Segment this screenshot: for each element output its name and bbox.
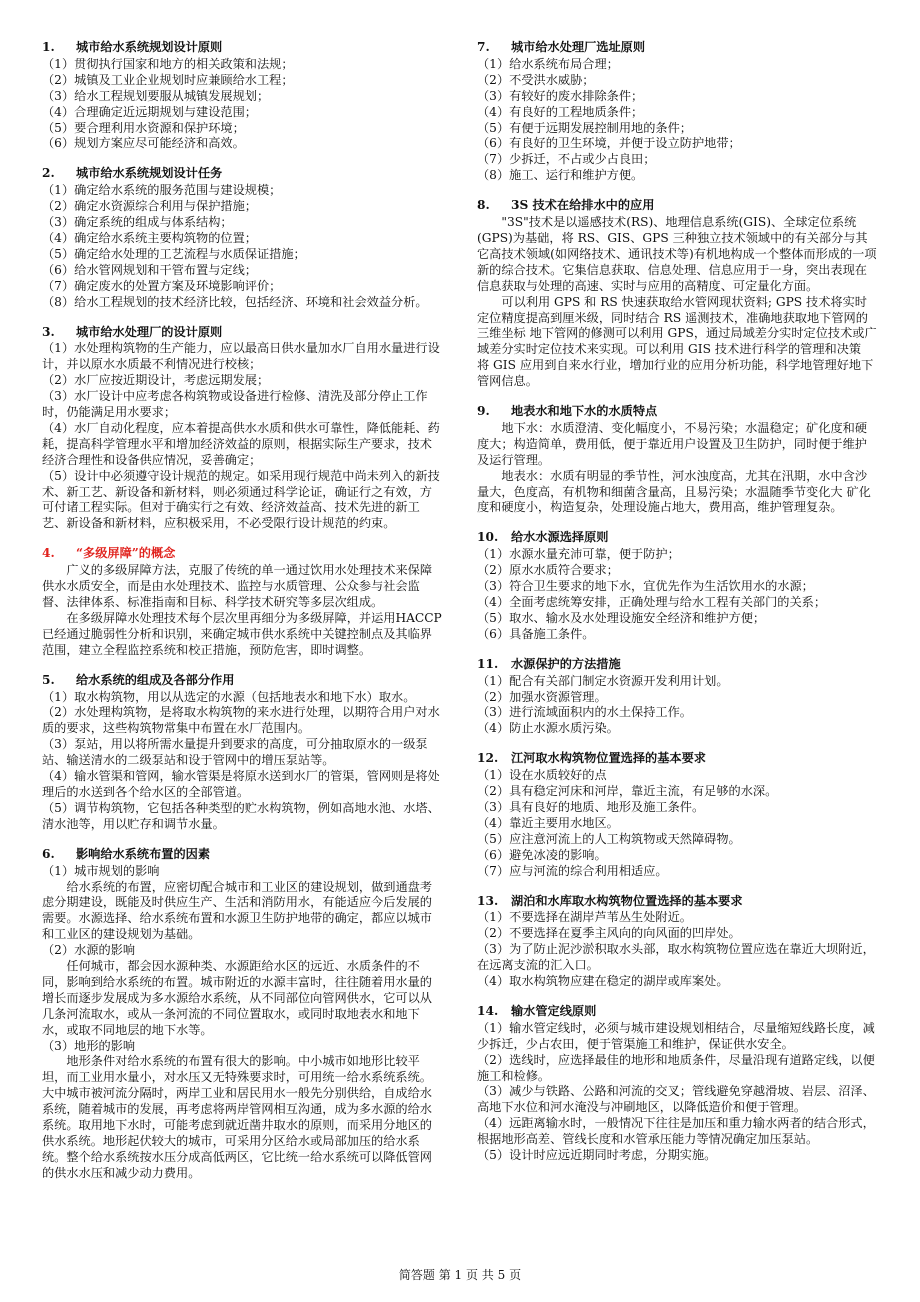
list-item: （4）确定给水系统主要构筑物的位置； (42, 230, 257, 245)
section-number: 3. (42, 324, 55, 339)
section-7 (477, 40, 877, 184)
section-number: 13. (477, 893, 499, 908)
section-10 (477, 530, 877, 642)
paragraph: 在多级屏障水处理技术每个层次里再细分为多级屏障，并运用HACCP已经通过脆弱性分析和识别，来确定城市供水系统中关键控制点及其临界范围，建立全程监控系统和校正措施，预防危害，即时调整。 (42, 610, 442, 657)
section-8 (477, 198, 877, 390)
list-item: （5）设计中必须遵守设计规范的规定。如采用现行规范中尚未列入的新技术、新工艺、新设备和新材料，则必须通过科学论证，确证行之有效，方可付诸工程实际。但对于确实行之有效、经济效益高、技术先进的新工艺、新设备和新材料，应积极采用，不必受限行设计规范的约束。 (42, 468, 440, 531)
paragraph: 给水系统的布置，应密切配合城市和工业区的建设规划，做到通盘考虑分期建设，既能及时供应生产、生活和消防用水，有能适应今后发展的需要。水源选择、给水系统布置和水源卫生防护地带的确定，都应以城市和工业区的建设规划为基础。 (42, 879, 433, 942)
section-number: 5. (42, 672, 55, 687)
section-heading (477, 198, 877, 214)
section-title: 给水系统的组成及各部分作用 (76, 672, 235, 687)
list-item: （6）给水管网规划和干管布置与定线； (42, 262, 257, 277)
paragraph: 可以利用 GPS 和 RS 快速获取给水管网现状资料; GPS 技术将实时定位精度提高到厘米级，同时结合 RS 遥测技术，准确地获取地下管网的三维坐标 地下管网的修测可以利用 GPS，通过局域差分实时定位技术或广域差分实时定位技术来实现。可以利用 GIS 技术进行科学的管理和决策 将 GIS 应用到自来水行业，增加行业的应用分析功能，科学地管理好地下管网信息。 (477, 294, 877, 389)
page-footer: 简答题 第 1 页 共 5 页 (398, 1268, 522, 1282)
paragraph: 广义的多级屏障方法，克服了传统的单一通过饮用水处理技术来保障供水水质安全，而是由水处理技术、监控与水质管理、公众参与社会监督、法律体系、标准指南和目标、科学技术研究等多层次组成。 (42, 563, 433, 609)
list-item: （4）靠近主要用水地区。 (477, 815, 619, 830)
list-item: （4）输水管渠和管网，输水管渠是将原水送到水厂的管渠，管网则是将处理后的水送到各个给水区的全部管道。 (42, 769, 440, 799)
list-item: （5）有便于远期发展控制用地的条件； (477, 120, 692, 135)
paragraph: 任何城市，都会因水源种类、水源距给水区的远近、水质条件的不同，影响到给水系统的布置。城市附近的水源丰富时，往往随着用水量的增长而逐步发展成为多水源给水系统，从不同部位向管网供水，它可以从几条河流取水，或从一条河流的不同位置取水，或同时取地表水和地下水，或取不同地层的地下水等。 (42, 959, 432, 1037)
list-item: （4）合理确定近远期规划与建设范围； (42, 104, 257, 119)
list-item: （3）符合卫生要求的地下水，宜优先作为生活饮用水的水源； (477, 579, 814, 594)
section-title: 城市给水系统规划设计原则 (76, 40, 223, 54)
list-item: （2）原水水质符合要求； (477, 563, 619, 578)
list-item: （1）不要选择在湖岸芦苇丛生处附近。 (477, 910, 692, 925)
section-6 (42, 847, 442, 1182)
list-item: （5）应注意河流上的人工构筑物或天然障碍物。 (477, 831, 741, 846)
section-title: 给水水源选择原则 (511, 530, 609, 545)
section-5 (42, 673, 442, 833)
section-heading (477, 751, 877, 767)
paragraph: "3S"技术是以遥感技术(RS)、地理信息系统(GIS)、全球定位系统(GPS)为基础，将 RS、GIS、GPS 三种独立技术领域中的有关部分与其它高技术领域(如网络技术、通讯技术等)有机地构成一个整体而形成的一项新的综合技术。它集信息获取、信息处理、信息应用于一身，突出表现在信息获取与处理的高速、实时与应用的高精度、可定量化方面。 (477, 215, 877, 293)
list-item: （3）进行流域面积内的水土保持工作。 (477, 705, 692, 720)
section-number: 11. (477, 656, 499, 671)
section-title: “多级屏障”的概念 (76, 546, 176, 561)
list-item: （2）水源的影响 (42, 943, 136, 958)
section-title: 输水管定线原则 (511, 1003, 597, 1018)
list-item: （5）设计时应远近期同时考虑，分期实施。 (477, 1148, 717, 1163)
list-item: （7）确定废水的处置方案及环境影响评价； (42, 278, 282, 293)
list-item: （1）城市规划的影响 (42, 863, 160, 878)
section-title: 城市给水系统规划设计任务 (76, 166, 223, 181)
section-title: 地表水和地下水的水质特点 (511, 404, 658, 419)
list-item: （6）规划方案应尽可能经济和高效。 (42, 136, 245, 151)
list-item: （6）避免冰凌的影响。 (477, 847, 607, 862)
section-number: 4. (42, 546, 55, 561)
section-13 (477, 894, 877, 990)
list-item: （3）泵站，用以将所需水量提升到要求的高度，可分抽取原水的一级泵站、输送清水的二级泵站和设于管网中的增压泵站等。 (42, 737, 428, 768)
list-item: （4）取水构筑物应建在稳定的湖岸或库案处。 (477, 974, 729, 989)
list-item: （3）具有良好的地质、地形及施工条件。 (477, 799, 705, 814)
list-item: （2）水厂应按近期设计，考虑远期发展； (42, 373, 270, 388)
section-2 (42, 166, 442, 310)
section-number: 8. (477, 198, 490, 213)
section-number: 1. (42, 40, 55, 54)
list-item: （5）要合理利用水资源和保护环境； (42, 120, 245, 135)
list-item: （4）全面考虑统筹安排，正确处理与给水工程有关部门的关系； (477, 595, 827, 609)
list-item: （1）取水构筑物，用以从选定的水源（包括地表水和地下水）取水。 (42, 689, 416, 704)
list-item: （3）给水工程规划要服从城镇发展规划； (42, 88, 270, 103)
list-item: （3）水厂设计中应考虑各构筑物或设备进行检修、清洗及部分停止工作时，仍能满足用水要求； (42, 389, 428, 420)
left-column (42, 40, 442, 1196)
section-number: 7. (477, 40, 490, 54)
list-item: （1）水处理构筑物的生产能力，应以最高日供水量加水厂自用水量进行设计，并以原水水质最不利情况进行校核； (42, 341, 440, 372)
section-number: 14. (477, 1003, 499, 1018)
section-heading (477, 404, 877, 420)
list-item: （8）给水工程规划的技术经济比较，包括经济、环境和社会效益分析。 (42, 294, 428, 309)
section-title: 影响给水系统布置的因素 (76, 846, 211, 861)
list-item: （2）不要选择在夏季主风向的向风面的凹岸处。 (477, 926, 741, 941)
section-12 (477, 751, 877, 879)
paragraph: 地下水：水质澄清、变化幅度小，不易污染；水温稳定；矿化度和硬度大；构造简单，费用低，便于靠近用户设置及卫生防护，同时便于维护及运行管理。 (477, 420, 868, 467)
section-number: 6. (42, 846, 55, 861)
list-item: （8）施工、运行和维护方便。 (477, 168, 644, 183)
section-heading (477, 894, 877, 910)
section-heading (477, 657, 877, 673)
list-item: （3）有较好的废水排除条件； (477, 88, 644, 103)
list-item: （5）调节构筑物，它包括各种类型的贮水构筑物，例如高地水池、水塔、清水池等，用以贮存和调节水量。 (42, 800, 440, 831)
list-item: （1）贯彻执行国家和地方的相关政策和法规； (42, 56, 294, 71)
list-item: （7）少拆迁，不占或少占良田； (477, 152, 656, 167)
list-item: （3）为了防止泥沙淤积取水头部，取水构筑物位置应选在靠近大坝附近，在远离支流的汇入口。 (477, 942, 875, 973)
section-heading (42, 40, 442, 56)
list-item: （2）城镇及工业企业规划时应兼顾给水工程； (42, 72, 294, 87)
section-number: 12. (477, 751, 499, 766)
list-item: （2）不受洪水威胁； (477, 72, 595, 87)
list-item: （1）输水管定线时，必须与城市建设规划相结合，尽量缩短线路长度，减少拆迁，少占农田，便于管渠施工和维护，保证供水安全。 (477, 1020, 875, 1051)
section-heading (42, 325, 442, 341)
section-number: 9. (477, 404, 490, 419)
section-heading (42, 673, 442, 689)
section-heading (477, 530, 877, 546)
list-item: （4）水厂自动化程度，应本着提高供水水质和供水可靠性，降低能耗、药耗，提高科学管理水平和增加经济效益的原则，根据实际生产要求，技术经济合理性和设备供应情况，妥善确定； (42, 420, 440, 467)
list-item: （1）配合有关部门制定水资源开发利用计划。 (477, 673, 729, 688)
section-11 (477, 657, 877, 738)
list-item: （1）给水系统布局合理； (477, 56, 619, 71)
list-item: （6）具备施工条件。 (477, 626, 595, 641)
paragraph: 地表水：水质有明显的季节性，河水浊度高，尤其在汛期，水中含沙量大，色度高，有机物和细菌含量高，且易污染；水温随季节变化大 矿化度和硬度小，构造复杂，处理设施占地大，费用高，维护管理复杂。 (477, 468, 871, 515)
section-title: 城市给水处理厂的设计原则 (76, 324, 223, 339)
section-4 (42, 546, 442, 658)
section-heading (477, 1004, 877, 1020)
section-title: 3S 技术在给排水中的应用 (511, 198, 655, 213)
list-item: （5）取水、输水及水处理设施安全经济和维护方便； (477, 610, 766, 625)
section-heading (477, 40, 877, 56)
section-3 (42, 325, 442, 533)
right-column (477, 40, 877, 1178)
list-item: （3）地形的影响 (42, 1038, 136, 1053)
list-item: （4）防止水源水质污染。 (477, 721, 619, 736)
list-item: （1）设在水质较好的点 (477, 768, 607, 783)
section-title: 湖泊和水库取水构筑物位置选择的基本要求 (511, 893, 743, 908)
section-title: 江河取水构筑物位置选择的基本要求 (511, 751, 706, 766)
section-title: 城市给水处理厂选址原则 (511, 40, 646, 54)
list-item: （5）确定给水处理的工艺流程与水质保证措施； (42, 246, 306, 261)
list-item: （6）有良好的卫生环境，并便于设立防护地带； (477, 136, 741, 151)
section-9 (477, 404, 877, 516)
section-1 (42, 40, 442, 152)
paragraph: 地形条件对给水系统的布置有很大的影响。中小城市如地形比较平坦，而工业用水量小，对水压又无特殊要求时，可用统一给水系统系统。大中城市被河流分隔时，两岸工业和居民用水一般先分别供给，自成给水系统，随着城市的发展，再考虑将两岸管网相互沟通，成为多水源的给水系统。取用地下水时，可能考虑到就近凿井取水的原则，而采用分地区的供水系统。地形起伏较大的城市，可采用分区给水或局部加压的给水系统。整个给水系统按水压分成高低两区，它比统一给水系统可以降低管网的供水水压和减少动力费用。 (42, 1054, 432, 1180)
list-item: （7）应与河流的综合利用相适应。 (477, 863, 668, 878)
list-item: （4）有良好的工程地质条件； (477, 104, 644, 119)
section-heading (42, 847, 442, 863)
list-item: （3）确定系统的组成与体系结构； (42, 215, 233, 230)
list-item: （2）选线时，应选择最佳的地形和地质条件，尽量沿现有道路定线，以便施工和检修。 (477, 1052, 875, 1083)
list-item: （3）减少与铁路、公路和河流的交叉；管线避免穿越滑坡、岩层、沼泽、高地下水位和河水淹没与冲刷地区，以降低造价和便于管理。 (477, 1084, 875, 1115)
section-number: 10. (477, 530, 499, 545)
section-title: 水源保护的方法措施 (511, 656, 621, 671)
section-heading (42, 166, 442, 182)
section-14 (477, 1004, 877, 1164)
list-item: （2）确定水资源综合利用与保护措施； (42, 199, 257, 214)
section-number: 2. (42, 166, 55, 181)
list-item: （4）远距离输水时，一般情况下往往是加压和重力输水两者的结合形式，根据地形高差、管线长度和水管承压能力等情况确定加压泵站。 (477, 1116, 875, 1147)
list-item: （2）加强水资源管理。 (477, 689, 607, 704)
list-item: （1）水源水量充沛可靠，便于防护； (477, 547, 680, 562)
list-item: （2）水处理构筑物，是将取水构筑物的来水进行处理，以期符合用户对水质的要求，这些构筑物常集中布置在水厂范围内。 (42, 705, 440, 736)
section-heading (42, 546, 442, 562)
list-item: （1）确定给水系统的服务范围与建设规模； (42, 183, 282, 198)
list-item: （2）具有稳定河床和河岸，靠近主流，有足够的水深。 (477, 784, 778, 799)
